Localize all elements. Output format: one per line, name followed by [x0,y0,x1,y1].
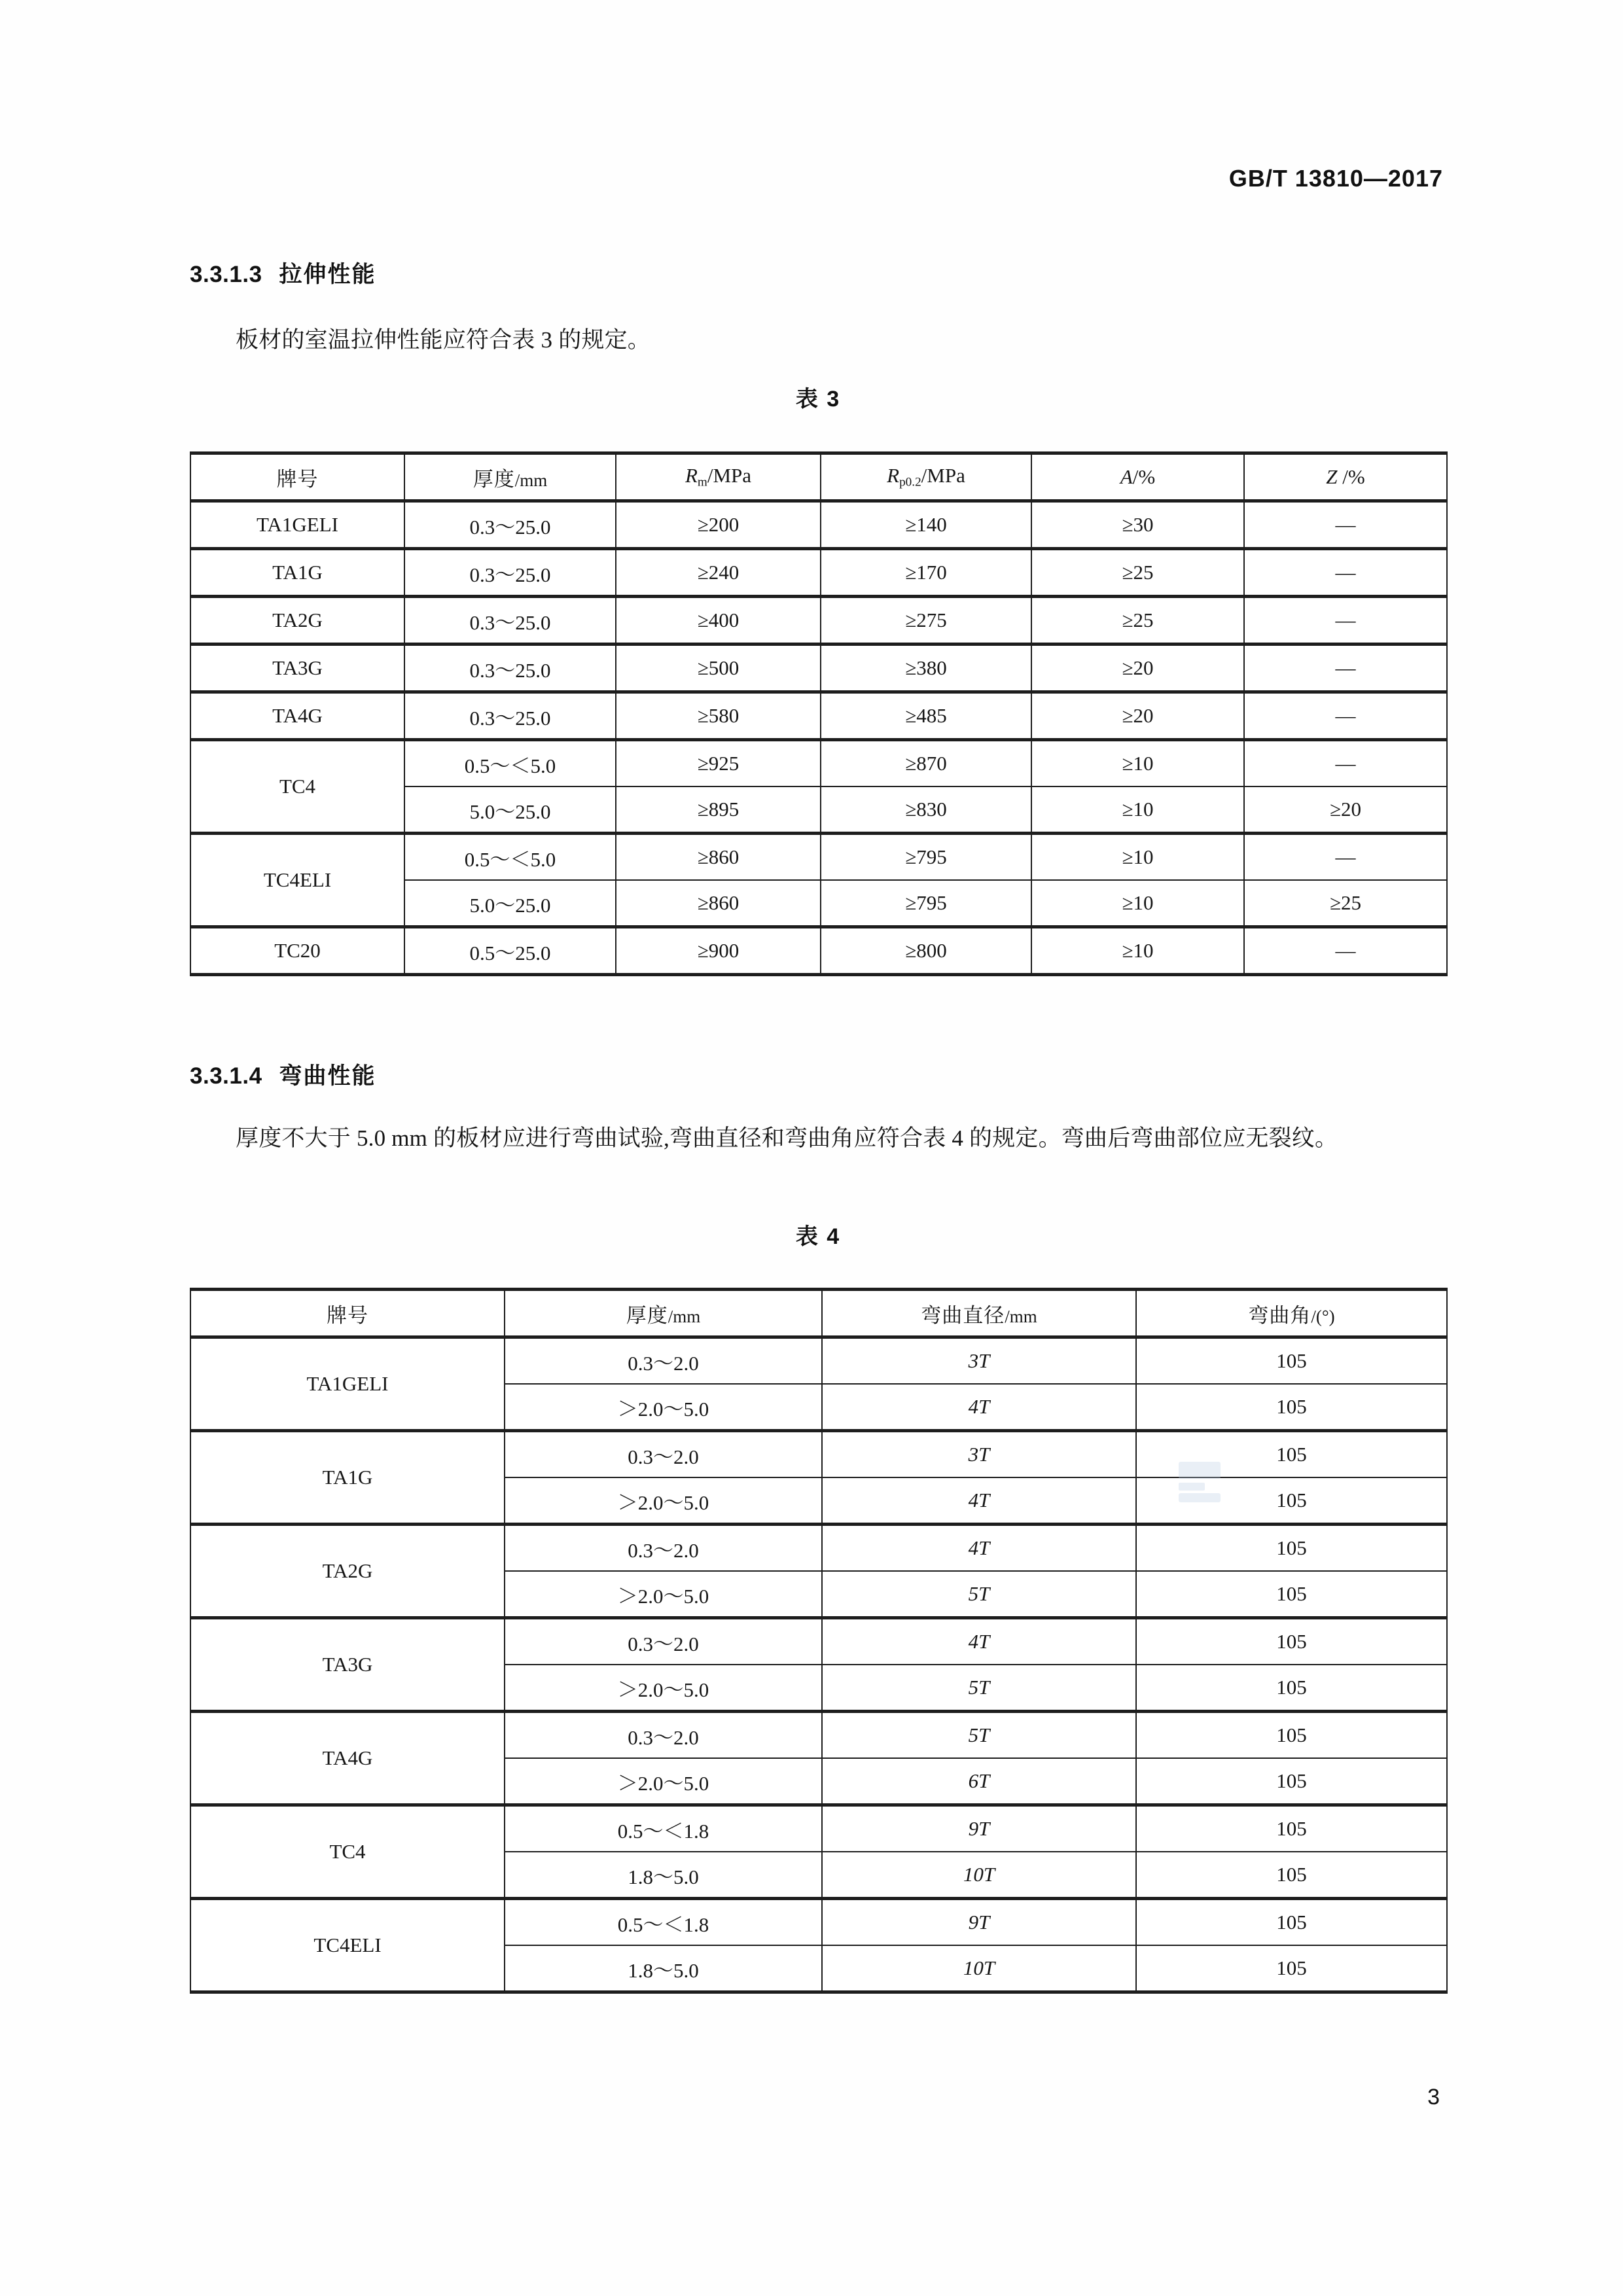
cell-thickness: 0.5～＜5.0 [404,834,616,881]
cell-a: ≥10 [1031,880,1244,927]
cell-grade: TA1GELI [190,501,404,549]
cell-bend-angle: 105 [1136,1384,1447,1431]
cell-rm: ≥240 [616,549,821,597]
cell-bend-diameter: 9T [822,1805,1136,1852]
cell-z: — [1244,597,1447,645]
cell-rm: ≥580 [616,692,821,740]
cell-bend-diameter: 5T [822,1712,1136,1759]
cell-a: ≥20 [1031,645,1244,692]
clause-number: 3.3.1.4 [190,1063,262,1089]
cell-rm: ≥400 [616,597,821,645]
cell-thickness: 0.3～2.0 [505,1712,822,1759]
table-row [190,597,1447,645]
cell-grade: TC20 [190,927,404,975]
cell-rm: ≥900 [616,927,821,975]
cell-rp02: ≥800 [821,927,1031,975]
cell-a: ≥25 [1031,597,1244,645]
cell-z: — [1244,645,1447,692]
cell-bend-angle: 105 [1136,1805,1447,1852]
cell-grade: TA4G [190,1712,505,1805]
table-3-col-rm: $R_m$/MPa [616,453,821,501]
cell-rp02: ≥140 [821,501,1031,549]
cell-a: ≥10 [1031,786,1244,834]
cell-grade: TC4 [190,1805,505,1899]
cell-bend-angle: 105 [1136,1477,1447,1525]
cell-z: — [1244,834,1447,881]
cell-rm: ≥860 [616,880,821,927]
cell-z: — [1244,501,1447,549]
cell-rm: ≥860 [616,834,821,881]
cell-bend-diameter: 5T [822,1571,1136,1618]
cell-rm: ≥200 [616,501,821,549]
cell-thickness: ＞2.0～5.0 [505,1384,822,1431]
cell-bend-diameter: 10T [822,1945,1136,1992]
cell-bend-diameter: 4T [822,1618,1136,1665]
cell-grade: TA1GELI [190,1337,505,1431]
cell-rp02: ≥870 [821,740,1031,787]
cell-thickness: ＞2.0～5.0 [505,1477,822,1525]
cell-thickness: 0.5～25.0 [404,927,616,975]
cell-thickness: ＞2.0～5.0 [505,1758,822,1805]
cell-grade: TC4 [190,740,404,834]
table-row [190,549,1447,597]
cell-bend-diameter: 10T [822,1852,1136,1899]
cell-bend-diameter: 4T [822,1477,1136,1525]
cell-thickness: ＞2.0～5.0 [505,1571,822,1618]
cell-a: ≥30 [1031,501,1244,549]
clause-title: 弯曲性能 [279,1063,376,1089]
cell-grade: TA3G [190,645,404,692]
cell-thickness: 5.0～25.0 [404,880,616,927]
cell-rm: ≥500 [616,645,821,692]
cell-bend-diameter: 4T [822,1384,1136,1431]
cell-thickness: 0.3～25.0 [404,597,616,645]
table-4-bending-properties [190,1288,1448,1994]
cell-thickness: ＞2.0～5.0 [505,1665,822,1712]
table-row [190,645,1447,692]
clause-heading-3-3-1-3 [190,256,376,289]
table-row [190,1337,1447,1385]
paragraph-tensile-intro: 板材的室温拉伸性能应符合表 3 的规定。 [236,327,651,353]
cell-rp02: ≥795 [821,834,1031,881]
table-3-tensile-properties [190,451,1448,976]
cell-z: — [1244,692,1447,740]
cell-a: ≥20 [1031,692,1244,740]
cell-z: ≥25 [1244,880,1447,927]
cell-thickness: 0.3～2.0 [505,1431,822,1478]
cell-thickness: 0.5～＜1.8 [505,1805,822,1852]
cell-rp02: ≥380 [821,645,1031,692]
table-row [190,1525,1447,1572]
clause-number: 3.3.1.3 [190,262,262,287]
cell-rp02: ≥170 [821,549,1031,597]
table-row [190,834,1447,881]
table-row [190,501,1447,549]
cell-bend-angle: 105 [1136,1618,1447,1665]
cell-grade: TA4G [190,692,404,740]
cell-a: ≥10 [1031,740,1244,787]
cell-thickness: 0.3～25.0 [404,501,616,549]
cell-bend-diameter: 5T [822,1665,1136,1712]
cell-bend-angle: 105 [1136,1712,1447,1759]
cell-grade: TA3G [190,1618,505,1712]
cell-bend-diameter: 9T [822,1899,1136,1946]
cell-bend-angle: 105 [1136,1899,1447,1946]
cell-thickness: 0.5～＜5.0 [404,740,616,787]
cell-thickness: 0.3～25.0 [404,645,616,692]
table-row [190,927,1447,975]
cell-bend-diameter: 4T [822,1525,1136,1572]
table-row [190,692,1447,740]
running-header-standard-number: GB/T 13810—2017 [1228,165,1443,192]
cell-thickness: 0.3～25.0 [404,692,616,740]
cell-grade: TA1G [190,549,404,597]
cell-a: ≥10 [1031,834,1244,881]
cell-grade: TA1G [190,1431,505,1525]
table-4-col-bend-diameter: 弯曲直径/mm [822,1290,1136,1337]
cell-bend-angle: 105 [1136,1945,1447,1992]
cell-bend-diameter: 3T [822,1337,1136,1385]
cell-thickness: 1.8～5.0 [505,1945,822,1992]
table-4-header-row [190,1290,1447,1337]
cell-grade: TA2G [190,1525,505,1618]
table-3-col-thickness: 厚度/mm [404,453,616,501]
cell-z: — [1244,927,1447,975]
cell-bend-angle: 105 [1136,1852,1447,1899]
cell-a: ≥10 [1031,927,1244,975]
table-3-col-z: Z /% [1244,453,1447,501]
cell-grade: TA2G [190,597,404,645]
cell-thickness: 0.3～2.0 [505,1337,822,1385]
table-4-col-grade: 牌号 [190,1290,505,1337]
paragraph-bending-intro: 厚度不大于 5.0 mm 的板材应进行弯曲试验,弯曲直径和弯曲角应符合表 4 的规定。弯曲后弯曲部位应无裂纹。 [236,1125,1338,1151]
cell-z: ≥20 [1244,786,1447,834]
cell-z: — [1244,740,1447,787]
cell-thickness: 0.5～＜1.8 [505,1899,822,1946]
cell-bend-diameter: 6T [822,1758,1136,1805]
cell-rm: ≥925 [616,740,821,787]
page-number: 3 [1427,2085,1440,2110]
table-3-col-a: A/% [1031,453,1244,501]
table-row [190,1618,1447,1665]
table-4-col-bend-angle: 弯曲角/(°) [1136,1290,1447,1337]
cell-rp02: ≥830 [821,786,1031,834]
cell-thickness: 0.3～25.0 [404,549,616,597]
table-4-caption: 表 4 [795,1224,841,1249]
table-row [190,1712,1447,1759]
cell-grade: TC4ELI [190,1899,505,1992]
table-row [190,1805,1447,1852]
table-3-col-rp02: $R_{p0.2}$/MPa [821,453,1031,501]
cell-bend-diameter: 3T [822,1431,1136,1478]
cell-bend-angle: 105 [1136,1337,1447,1385]
cell-bend-angle: 105 [1136,1431,1447,1478]
clause-heading-3-3-1-4 [190,1058,376,1091]
cell-thickness: 5.0～25.0 [404,786,616,834]
table-3-col-grade: 牌号 [190,453,404,501]
cell-bend-angle: 105 [1136,1571,1447,1618]
clause-title: 拉伸性能 [279,262,376,287]
cell-rp02: ≥795 [821,880,1031,927]
cell-a: ≥25 [1031,549,1244,597]
table-3-header-row [190,453,1447,501]
cell-bend-angle: 105 [1136,1758,1447,1805]
table-row [190,740,1447,787]
cell-bend-angle: 105 [1136,1525,1447,1572]
table-4-col-thickness: 厚度/mm [505,1290,822,1337]
cell-rm: ≥895 [616,786,821,834]
cell-bend-angle: 105 [1136,1665,1447,1712]
cell-thickness: 1.8～5.0 [505,1852,822,1899]
table-row [190,1431,1447,1478]
table-3-caption: 表 3 [795,387,841,412]
cell-thickness: 0.3～2.0 [505,1618,822,1665]
cell-grade: TC4ELI [190,834,404,927]
cell-rp02: ≥275 [821,597,1031,645]
cell-thickness: 0.3～2.0 [505,1525,822,1572]
cell-z: — [1244,549,1447,597]
cell-rp02: ≥485 [821,692,1031,740]
table-row [190,1899,1447,1946]
